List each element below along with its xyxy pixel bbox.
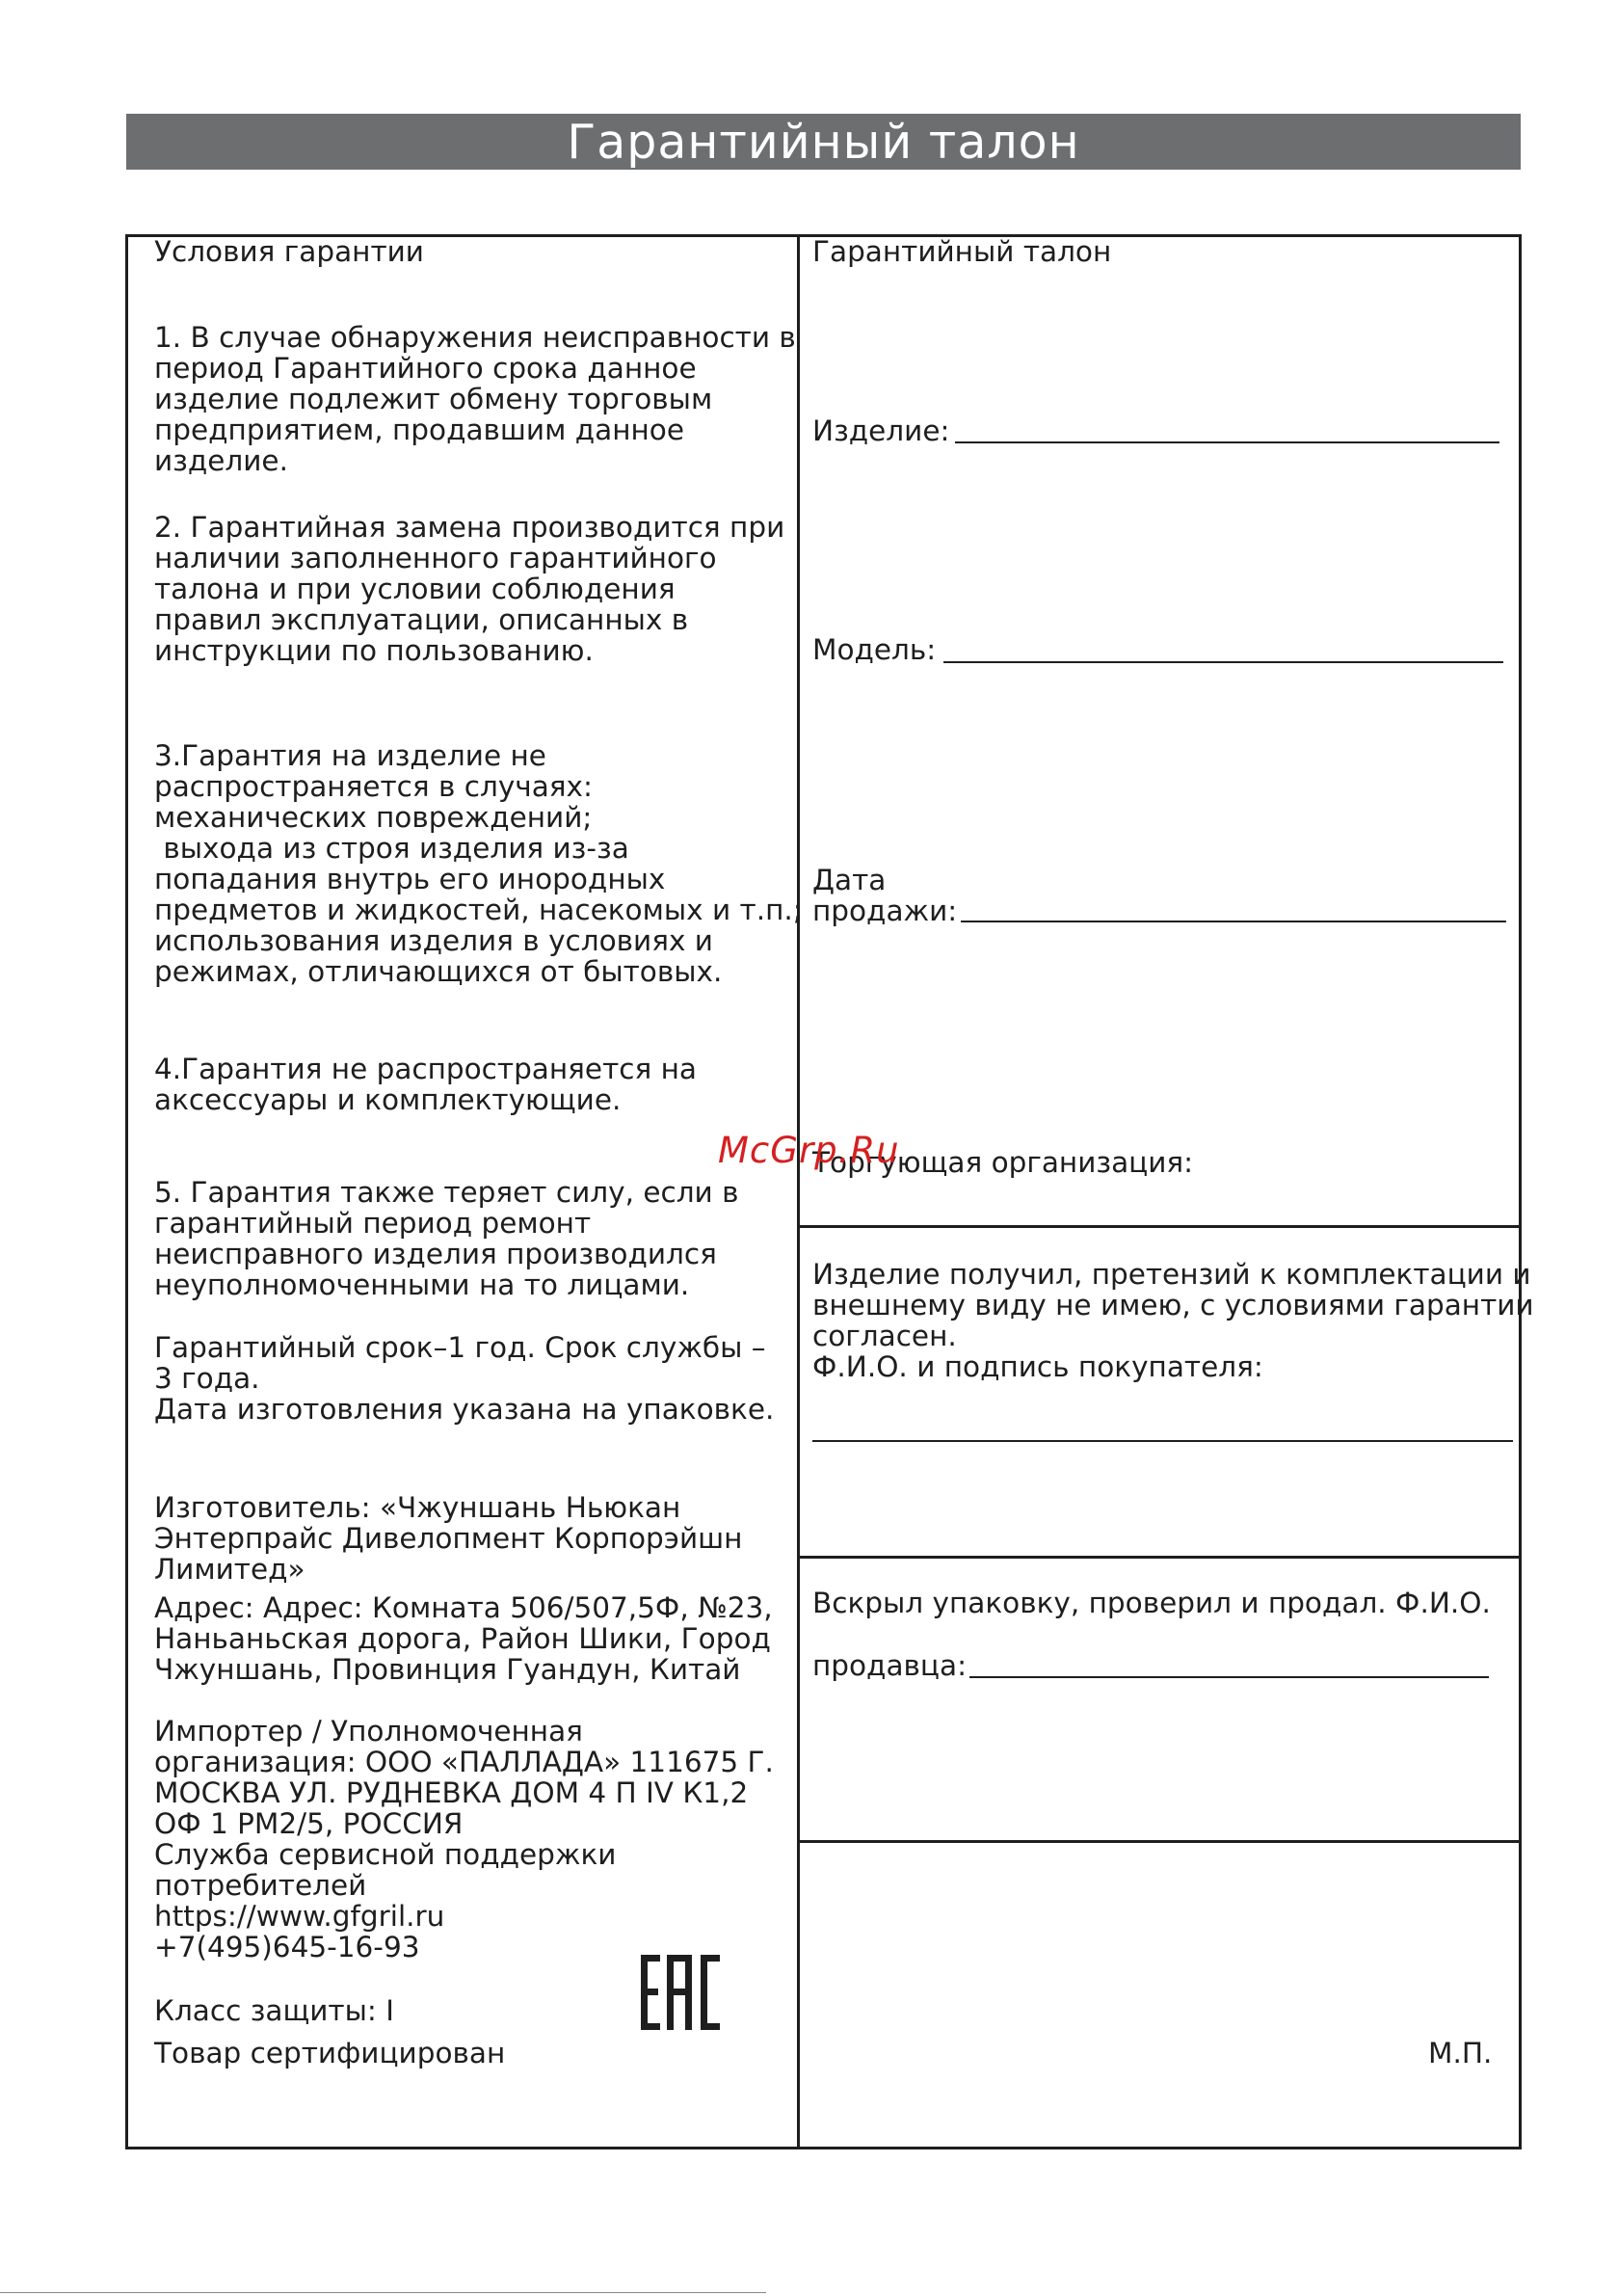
manufacturer-address: Адрес: Адрес: Комната 506/507,5Ф, №23, Наньаньская дорога, Район Шики, Город Чжуншань, Провинция Гуандун, Китай xyxy=(154,1591,773,1686)
buyer-statement: Изделие получил, претензий к комплектации и внешнему виду не имею, с условиями гарантии согласен. Ф.И.О. и подпись покупателя: xyxy=(812,1258,1534,1383)
stamp-place-label: М.П. xyxy=(1428,2037,1493,2069)
buyer-signature-field[interactable] xyxy=(812,1440,1513,1442)
warranty-conditions-heading: Условия гарантии xyxy=(154,235,424,268)
warranty-clause-1: 1. В случае обнаружения неисправности в период Гарантийного срока данное изделие подлежит обмену торговым предприятием, продавшим данное изделие. xyxy=(154,321,796,477)
warranty-clause-3: 3.Гарантия на изделие не распространяется в случаях: механических повреждений; выхода из строя изделия из-за попадания внутрь его инородных предметов и жидкостей, насекомых и т.п.; использования изделия в условиях и режимах, отличающихся от бытовых. xyxy=(154,739,803,988)
warranty-card-heading: Гарантийный талон xyxy=(812,235,1112,268)
product-label: Изделие: xyxy=(812,414,950,447)
eac-certification-icon xyxy=(641,1955,720,2034)
row-divider-trade-org xyxy=(797,1225,1522,1228)
sale-date-label-line2: продажи: xyxy=(812,894,958,927)
manufacturer-info: Изготовитель: «Чжуншань Ньюкан Энтерпрайс Дивелопмент Корпорэйшн Лимитед» xyxy=(154,1491,743,1586)
model-field[interactable] xyxy=(943,661,1503,663)
certification-note: Товар сертифицирован xyxy=(154,2037,506,2069)
importer-info: Импортер / Уполномоченная организация: ООО «ПАЛЛАДА» 111675 Г. МОСКВА УЛ. РУДНЕВКА ДОМ 4 П IV К1,2 ОФ 1 РМ2/5, РОССИЯ Служба сервисной поддержки потребителей https://www.gfgril.ru +7(495)645-16-93 xyxy=(154,1715,774,1963)
warranty-term: Гарантийный срок–1 год. Срок службы – 3 года. Дата изготовления указана на упаковке. xyxy=(154,1331,775,1426)
model-label: Модель: xyxy=(812,633,937,666)
warranty-clause-4: 4.Гарантия не распространяется на аксессуары и комплектующие. xyxy=(154,1053,697,1116)
protection-class: Класс защиты: I xyxy=(154,1994,394,2027)
row-divider-seller xyxy=(797,1840,1522,1843)
product-field[interactable] xyxy=(955,441,1499,443)
row-divider-buyer xyxy=(797,1556,1522,1559)
watermark: McGrp.Ru xyxy=(718,1130,900,1171)
sale-date-field[interactable] xyxy=(961,921,1506,922)
warranty-clause-5: 5. Гарантия также теряет силу, если в гарантийный период ремонт неисправного изделия производился неуполномоченными на то лицами. xyxy=(154,1176,739,1301)
column-divider xyxy=(797,234,800,2149)
warranty-clause-2: 2. Гарантийная замена производится при наличии заполненного гарантийного талона и при условии соблюдения правил эксплуатации, описанных в инструкции по пользованию. xyxy=(154,511,785,667)
page-title: Гарантийный талон xyxy=(126,114,1521,170)
seller-statement: Вскрыл упаковку, проверил и продал. Ф.И.О. xyxy=(812,1587,1491,1619)
seller-name-field[interactable] xyxy=(969,1676,1489,1678)
bottom-rule xyxy=(0,2292,766,2293)
seller-name-label: продавца: xyxy=(812,1649,968,1682)
trade-organization-label: Торгующая организация: xyxy=(812,1146,1194,1179)
sale-date-label-line1: Дата xyxy=(812,864,887,896)
